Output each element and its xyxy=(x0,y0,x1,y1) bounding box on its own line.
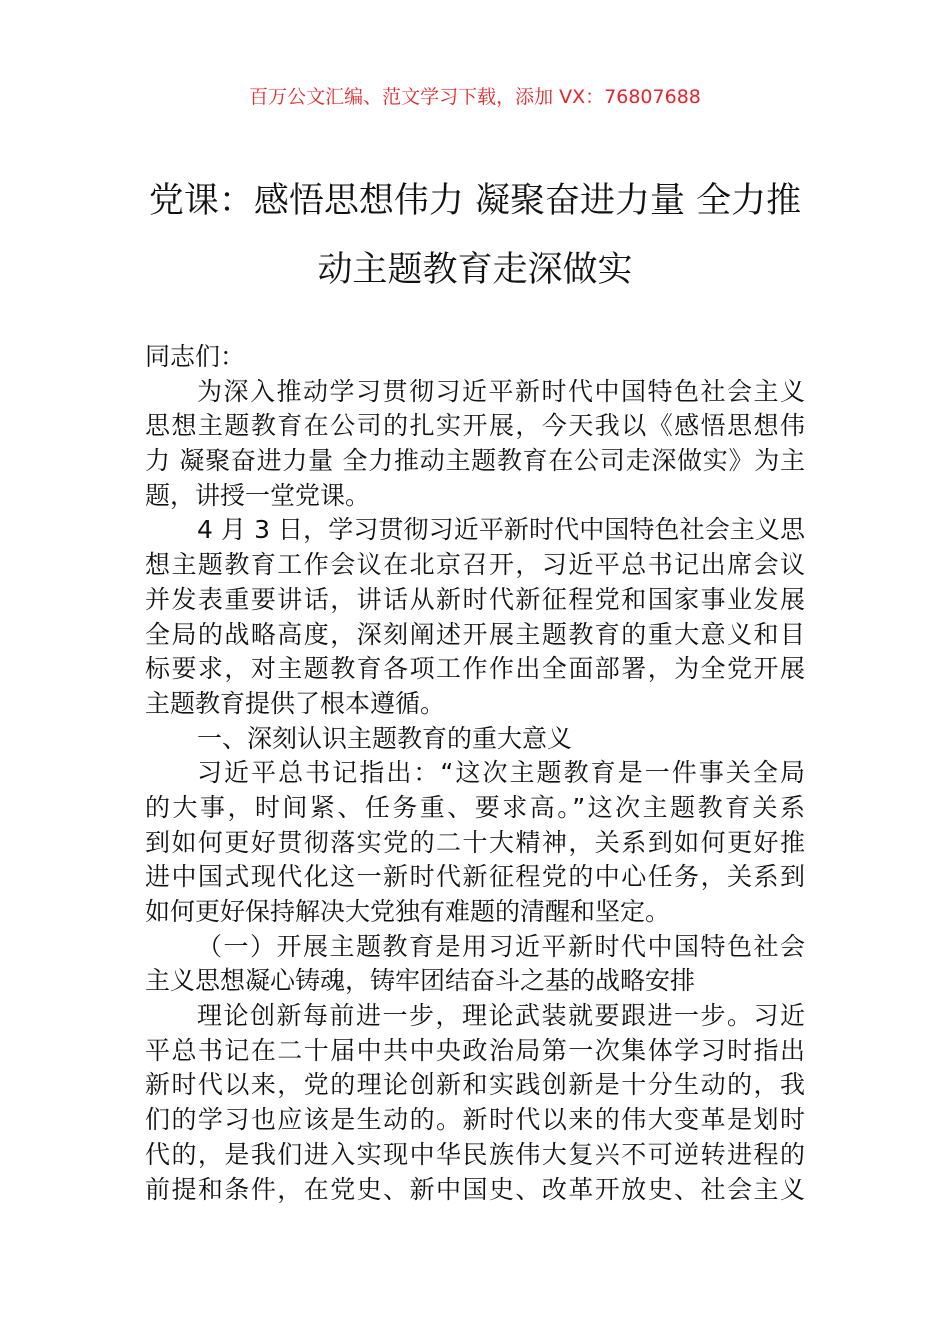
document-title-line-1: 党课：感悟思想伟力 凝聚奋进力量 全力推 xyxy=(148,181,802,221)
paragraph-line: 力 凝聚奋进力量 全力推动主题教育在公司走深做实》为主 xyxy=(145,446,805,476)
paragraph-line: 思想主题教育在公司的扎实开展，今天我以《感悟思想伟 xyxy=(145,411,805,441)
subsection-heading: 主义思想凝心铸魂，铸牢团结奋斗之基的战略安排 xyxy=(145,966,696,996)
section-heading: 一、深刻认识主题教育的重大意义 xyxy=(197,723,573,753)
paragraph-line: 4 月 3 日，学习贯彻习近平新时代中国特色社会主义思 xyxy=(197,515,805,545)
paragraph-line: 们的学习也应该是生动的。新时代以来的伟大变革是划时 xyxy=(145,1105,805,1135)
paragraph-line: 理论创新每前进一步，理论武装就要跟进一步。习近 xyxy=(197,1001,805,1031)
paragraph-line: 如何更好保持解决大党独有难题的清醒和坚定。 xyxy=(145,897,671,926)
paragraph-line: 前提和条件，在党史、新中国史、改革开放史、社会主义 xyxy=(145,1174,805,1204)
document-title-line-2: 动主题教育走深做实 xyxy=(317,250,633,290)
paragraph-line: 进中国式现代化这一新时代新征程党的中心任务，关系到 xyxy=(145,862,805,892)
document-body xyxy=(145,340,805,1207)
paragraph-line: 代的，是我们进入实现中华民族伟大复兴不可逆转进程的 xyxy=(145,1139,805,1169)
paragraph-line: 平总书记在二十届中共中央政治局第一次集体学习时指出 xyxy=(145,1035,805,1065)
paragraph-line: 想主题教育工作会议在北京召开，习近平总书记出席会议 xyxy=(145,550,805,580)
paragraph-line: 全局的战略高度，深刻阐述开展主题教育的重大意义和目 xyxy=(145,619,805,649)
paragraph-line: 题，讲授一堂党课。 xyxy=(145,480,371,510)
paragraph-line: 习近平总书记指出：“这次主题教育是一件事关全局 xyxy=(197,758,805,788)
subsection-heading: （一）开展主题教育是用习近平新时代中国特色社会 xyxy=(197,931,805,961)
paragraph-line: 新时代以来，党的理论创新和实践创新是十分生动的，我 xyxy=(145,1070,805,1100)
paragraph-line: 主题教育提供了根本遵循。 xyxy=(145,688,446,718)
salutation: 同志们： xyxy=(145,342,246,371)
paragraph-line: 为深入推动学习贯彻习近平新时代中国特色社会主义 xyxy=(197,376,805,406)
paragraph-line: 标要求，对主题教育各项工作作出全面部署，为全党开展 xyxy=(145,654,805,684)
watermark-header: 百万公文汇编、范文学习下载，添加 VX：76807688 xyxy=(249,86,701,108)
paragraph-line: 并发表重要讲话，讲话从新时代新征程党和国家事业发展 xyxy=(145,584,805,614)
paragraph-line: 的大事，时间紧、任务重、要求高。”这次主题教育关系 xyxy=(145,792,805,822)
paragraph-line: 到如何更好贯彻落实党的二十大精神，关系到如何更好推 xyxy=(145,827,805,857)
